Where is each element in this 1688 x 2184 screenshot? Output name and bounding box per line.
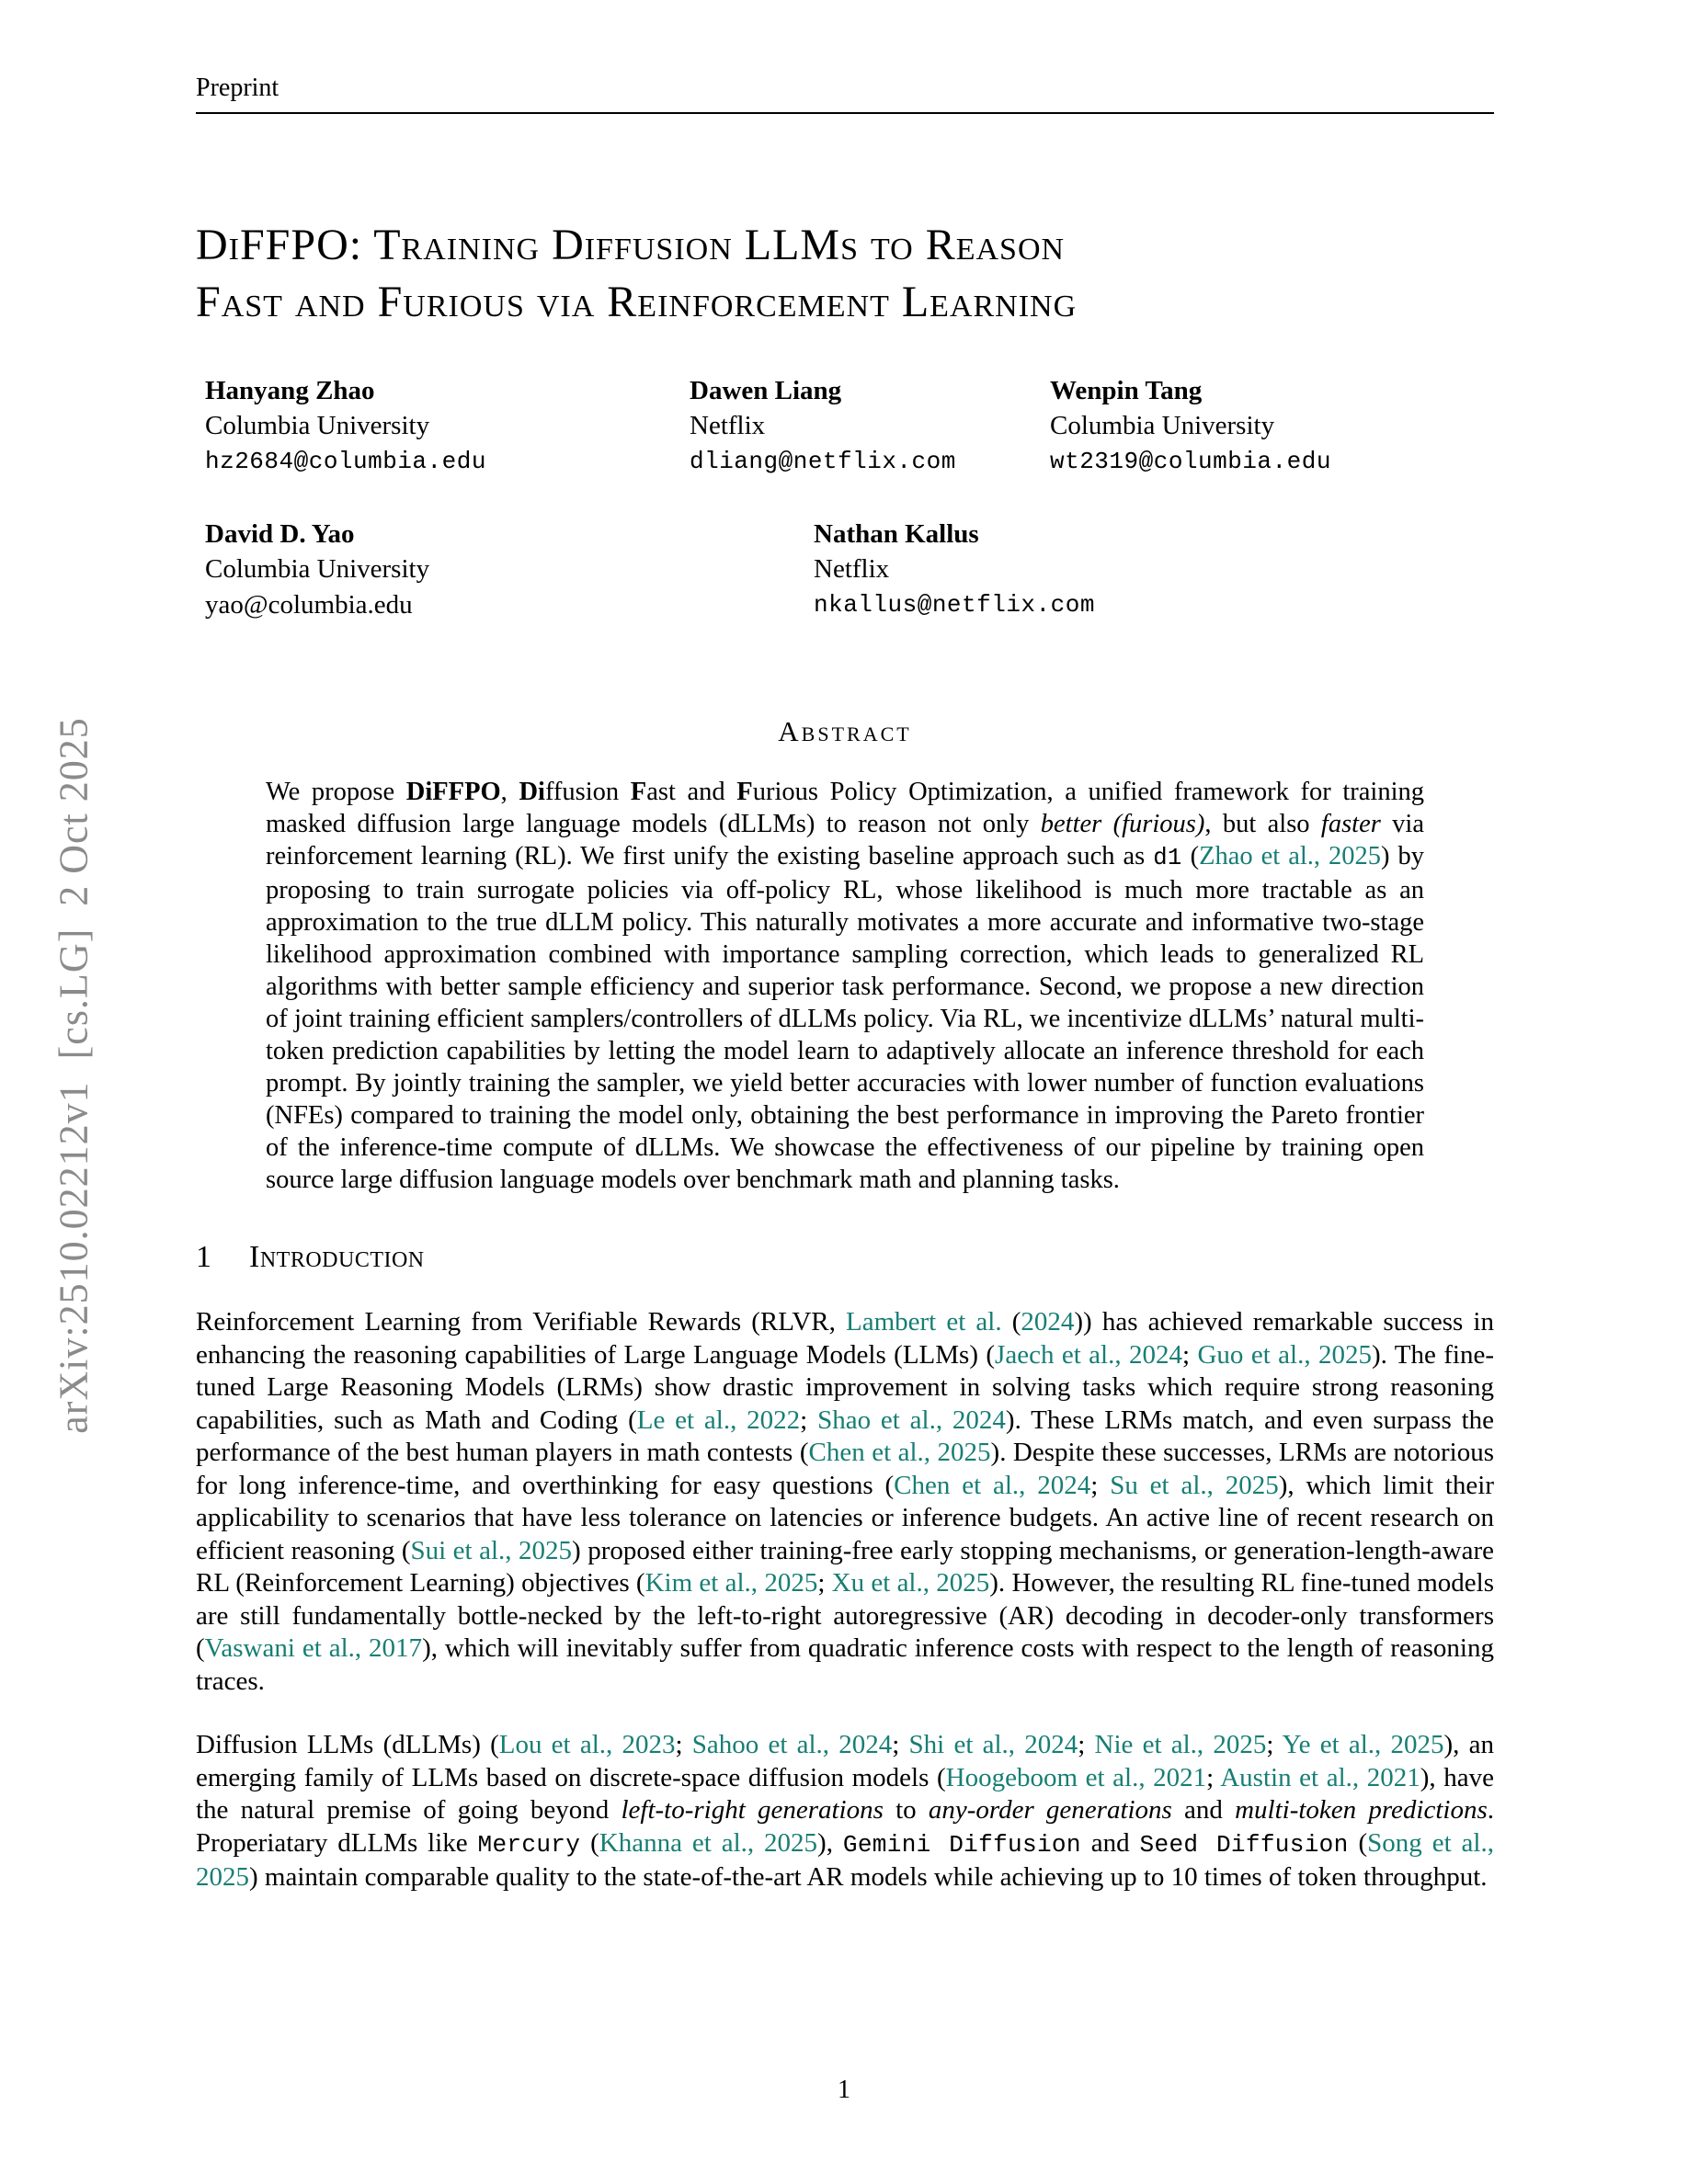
text-segment: ; <box>1078 1730 1095 1759</box>
author-block <box>196 373 1494 627</box>
author-nathan-kallus <box>814 517 1095 623</box>
text-segment: via reinforcement learning (RL). We first unify the existing baseline approach such as <box>266 810 1425 870</box>
citation-link[interactable]: Chen et al., 2025 <box>808 1438 991 1467</box>
citation-link[interactable]: Sui et al., 2025 <box>410 1535 573 1565</box>
author-email: wt2319@columbia.edu <box>1050 448 1331 475</box>
text-segment: )) has achieved remarkable success in enhancing the reasoning capabilities of Large Language Models (LLMs) ( <box>196 1307 1494 1370</box>
citation-link[interactable]: Sahoo et al., 2024 <box>691 1730 893 1759</box>
paper-content <box>196 0 1494 1894</box>
citation-link[interactable]: Zhao et al., 2025 <box>1199 842 1381 870</box>
citation-link[interactable]: Song et al., 2025 <box>196 1827 1494 1892</box>
paper-title-line-1: DiFFPO: Training Diffusion LLMs to Reason <box>196 221 1066 269</box>
author-email: yao@columbia.edu <box>205 590 413 620</box>
paper-title-line-2: Fast and Furious via Reinforcement Learning <box>196 278 1078 326</box>
paragraph-1 <box>196 1306 1494 1698</box>
text-segment: to <box>883 1795 929 1825</box>
citation-link[interactable]: Shi et al., 2024 <box>908 1730 1078 1759</box>
author-affiliation: Columbia University <box>205 554 430 584</box>
text-segment: any-order generations <box>928 1795 1172 1825</box>
section-title: Introduction <box>249 1240 425 1274</box>
citation-link[interactable]: Ye et al., 2025 <box>1282 1730 1444 1759</box>
text-segment: ) by proposing to train surrogate policies via off-policy RL, whose likelihood is much more tractable as an approximation to the true dLLM policy. This naturally motivates a more accurate and informative two-stage likelihood approximation combined with importance sampling correction, which leads to generalized RL algorithms with better sample efficiency and superior task performance. Second, we propose a new direction of joint training efficient samplers/controllers of dLLMs policy. Via RL, we incentivize dLLMs’ natural multi-token prediction capabilities by letting the model learn to adaptively allocate an inference threshold for each prompt. By jointly training the sampler, we yield better accuracies with lower number of function evaluations (NFEs) compared to training the model only, obtaining the best performance in improving the Pareto frontier of the inference-time compute of dLLMs. We showcase the effectiveness of our pipeline by training open source large diffusion language models over benchmark math and planning tasks. <box>266 842 1424 1194</box>
author-email: hz2684@columbia.edu <box>205 448 486 475</box>
text-segment: ( <box>1348 1827 1368 1858</box>
author-row-1 <box>196 373 1494 483</box>
text-segment: ), which limit their applicability to scenarios that have less tolerance on latencies or inference budgets. An active line of recent research on efficient reasoning ( <box>196 1470 1494 1565</box>
author-name: David D. Yao <box>205 519 355 549</box>
preprint-header <box>196 74 1494 114</box>
author-name: Hanyang Zhao <box>205 376 375 405</box>
text-segment: urious Policy Optimization, a unified framework for training masked diffusion large language models (dLLMs) to reason not only <box>266 778 1425 838</box>
citation-link[interactable]: Shao et al., 2024 <box>817 1405 1006 1435</box>
text-segment: Di <box>519 778 545 806</box>
arxiv-stamp[interactable]: arXiv:2510.02212v1 [cs.LG] 2 Oct 2025 <box>51 717 97 1434</box>
text-segment: ) proposed either training-free early stopping mechanisms, or generation-length-aware RL (Reinforcement Learning) objectives ( <box>196 1535 1494 1598</box>
text-segment: Mercury <box>477 1830 581 1859</box>
abstract-heading: Abstract <box>778 715 912 747</box>
author-hanyang-zhao <box>205 373 486 480</box>
text-segment: ffusion <box>544 778 631 806</box>
author-email: nkallus@netflix.com <box>814 591 1095 619</box>
text-segment: F <box>630 778 647 806</box>
text-segment: ; <box>675 1730 692 1759</box>
author-dawen-liang <box>690 373 956 480</box>
text-segment: Diffusion LLMs (dLLMs) ( <box>196 1730 499 1759</box>
text-segment: Reinforcement Learning from Verifiable Rewards (RLVR, <box>196 1307 846 1337</box>
text-segment: ), have the natural premise of going beyond <box>196 1762 1495 1825</box>
text-segment: ). However, the resulting RL fine-tuned models are still fundamentally bottle-necked by the left-to-right autoregressive (AR) decoding in decoder-only transformers ( <box>196 1568 1494 1663</box>
text-segment: ). Despite these successes, LRMs are notorious for long inference-time, and overthinking for easy questions ( <box>196 1438 1494 1500</box>
text-segment: d1 <box>1153 845 1182 871</box>
text-segment: ( <box>1181 842 1200 870</box>
text-segment: F <box>736 778 753 806</box>
citation-link[interactable]: Nie et al., 2025 <box>1094 1730 1267 1759</box>
text-segment: ; <box>1266 1730 1283 1759</box>
author-david-yao <box>205 517 429 623</box>
citation-link[interactable]: Lou et al., 2023 <box>498 1730 676 1759</box>
text-segment: ast and <box>646 778 737 806</box>
author-affiliation: Netflix <box>814 554 890 584</box>
citation-link[interactable]: Xu et al., 2025 <box>831 1568 990 1598</box>
text-segment: ( <box>1001 1307 1021 1337</box>
section-heading-introduction <box>196 1240 1494 1275</box>
text-segment: ; <box>1090 1470 1111 1500</box>
text-segment: ). These LRMs match, and even surpass the performance of the best human players in math contests ( <box>196 1405 1494 1467</box>
preprint-label: Preprint <box>196 74 279 102</box>
section-number: 1 <box>196 1240 211 1274</box>
citation-link[interactable]: Vaswani et al., 2017 <box>204 1633 423 1663</box>
citation-link[interactable]: Jaech et al., 2024 <box>995 1339 1183 1370</box>
text-segment: ; <box>800 1405 818 1435</box>
text-segment: ; <box>1206 1762 1221 1792</box>
citation-link[interactable]: 2024 <box>1021 1307 1075 1337</box>
text-segment: ). The fine-tuned Large Reasoning Models (LRMs) show drastic improvement in solving tasks which require strong reasoning capabilities, such as Math and Coding ( <box>196 1339 1494 1435</box>
citation-link[interactable]: Chen et al., 2024 <box>894 1470 1091 1500</box>
citation-link[interactable]: Le et al., 2022 <box>636 1405 801 1435</box>
author-name: Nathan Kallus <box>814 519 979 549</box>
text-segment: ; <box>892 1730 909 1759</box>
author-wenpin-tang <box>1050 373 1331 480</box>
citation-link[interactable]: Kim et al., 2025 <box>644 1568 818 1598</box>
text-segment: ), an emerging family of LLMs based on discrete-space diffusion models ( <box>196 1730 1495 1792</box>
author-email: dliang@netflix.com <box>690 448 956 475</box>
text-segment: ), <box>817 1827 843 1858</box>
citation-link[interactable]: Su et al., 2025 <box>1110 1470 1279 1500</box>
author-affiliation: Netflix <box>690 411 766 440</box>
paragraph-2 <box>196 1729 1494 1894</box>
text-segment: . Properiatary dLLMs like <box>196 1795 1495 1858</box>
author-name: Wenpin Tang <box>1050 376 1203 405</box>
citation-link[interactable]: Austin et al., 2021 <box>1220 1762 1420 1792</box>
text-segment: ; <box>817 1568 832 1598</box>
text-segment: Gemini Diffusion <box>842 1830 1081 1859</box>
page-number: 1 <box>838 2076 850 2104</box>
text-segment: ; <box>1182 1339 1198 1370</box>
text-segment: DiFFPO <box>405 778 501 806</box>
text-segment: Seed Diffusion <box>1139 1830 1349 1859</box>
citation-link[interactable]: Lambert et al. <box>846 1307 1002 1337</box>
text-segment: and <box>1080 1827 1140 1858</box>
text-segment: We propose <box>266 778 406 806</box>
author-name: Dawen Liang <box>690 376 842 405</box>
paper-title <box>196 217 1494 331</box>
text-segment: and <box>1171 1795 1236 1825</box>
text-segment: ), which will inevitably suffer from quadratic inference costs with respect to the length of reasoning traces. <box>196 1633 1494 1696</box>
author-row-2 <box>196 517 1494 627</box>
text-segment: ) maintain comparable quality to the state-of-the-art AR models while achieving up to 10 times of token throughput. <box>249 1862 1488 1892</box>
abstract-body <box>266 776 1424 1196</box>
author-affiliation: Columbia University <box>1050 411 1275 440</box>
text-segment: left-to-right generations <box>621 1795 884 1825</box>
author-affiliation: Columbia University <box>205 411 430 440</box>
text-segment: ( <box>580 1827 599 1858</box>
text-segment: better (furious) <box>1040 810 1205 838</box>
text-segment: faster <box>1320 810 1381 838</box>
text-segment: , but also <box>1204 810 1321 838</box>
citation-link[interactable]: Hoogeboom et al., 2021 <box>945 1762 1207 1792</box>
text-segment: , <box>500 778 519 806</box>
text-segment: multi-token predictions <box>1235 1795 1488 1825</box>
citation-link[interactable]: Khanna et al., 2025 <box>599 1827 818 1858</box>
citation-link[interactable]: Guo et al., 2025 <box>1197 1339 1372 1370</box>
